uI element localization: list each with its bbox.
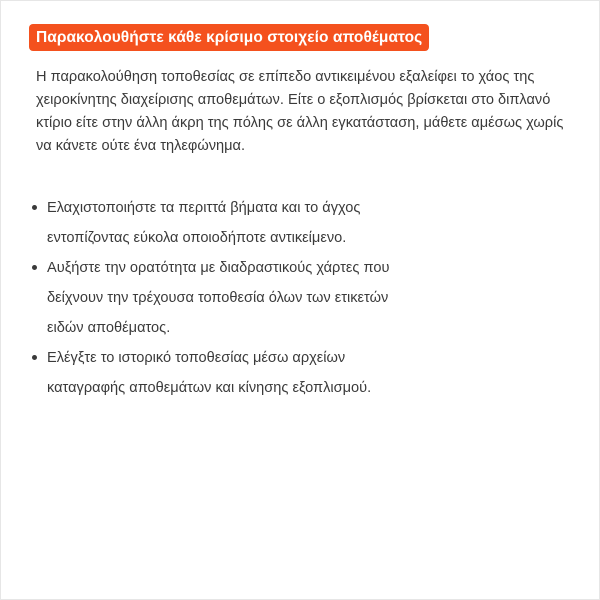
feature-list [30, 193, 390, 403]
list-item [30, 253, 390, 343]
list-item [30, 343, 390, 403]
bullet-icon [32, 265, 37, 270]
list-item-text: Ελέγξτε το ιστορικό τοποθεσίας μέσω αρχείων καταγραφής αποθεμάτων και κίνησης εξοπλισμού. [47, 350, 372, 396]
bullet-icon [32, 205, 37, 210]
intro-paragraph: Η παρακολούθηση τοποθεσίας σε επίπεδο αντικειμένου εξαλείφει το χάος της χειροκίνητης διαχείρισης αποθεμάτων. Είτε ο εξοπλισμός βρίσκεται στο διπλανό κτίριο είτε στην άλλη άκρη της πόλης σε άλλη εγκατάσταση, μάθετε αμέσως χωρίς να κάνετε ούτε ένα τηλεφώνημα. [36, 69, 564, 154]
page-title: Παρακολουθήστε κάθε κρίσιμο στοιχείο αποθέματος [29, 24, 429, 51]
list-item-text: Αυξήστε την ορατότητα με διαδραστικούς χάρτες που δείχνουν την τρέχουσα τοποθεσία όλων των ετικετών ειδών αποθέματος. [47, 260, 390, 336]
list-item-text: Ελαχιστοποιήστε τα περιττά βήματα και το άγχος εντοπίζοντας εύκολα οποιοδήποτε αντικείμενο. [47, 200, 361, 246]
bullet-icon [32, 355, 37, 360]
list-item [30, 193, 390, 253]
